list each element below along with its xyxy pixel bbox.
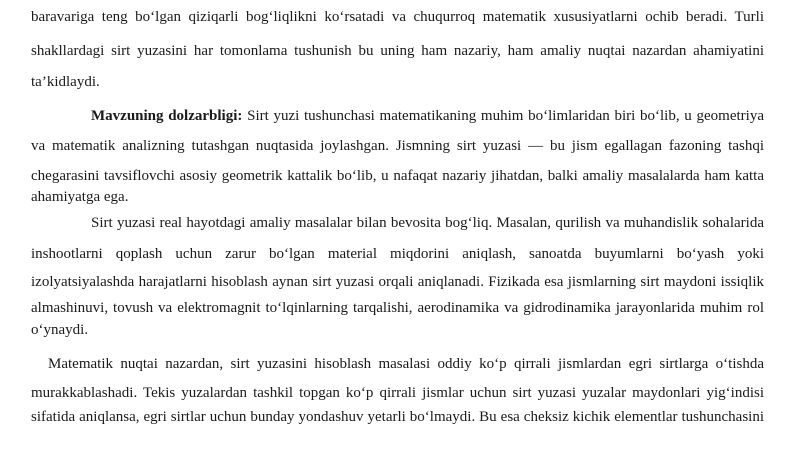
paragraph-line: ahamiyatga ega. bbox=[31, 189, 129, 205]
paragraph-line: murakkablashadi. Tekis yuzalardan tashkil topgan ko‘p qirrali jismlar uchun sirt yuzasi yuzalar maydonlari yig‘indisi bbox=[31, 385, 764, 401]
paragraph-line: almashinuvi, tovush va elektromagnit to‘lqinlarning tarqalishi, aerodinamika va gidrodinamika jarayonlarida muhim rol bbox=[31, 300, 764, 316]
paragraph-line: chegarasini tavsiflovchi asosiy geometrik kattalik bo‘lib, u nafaqat nazariy jihatdan, balki amaliy masalalarda ham katta bbox=[31, 168, 764, 184]
paragraph-line: shakllardagi sirt yuzasini har tomonlama tushunish bu uning ham nazariy, ham amaliy nuqtai nazardan ahamiyatini bbox=[31, 43, 764, 59]
paragraph-line: ta’kidlaydi. bbox=[31, 74, 100, 90]
paragraph-line: Matematik nuqtai nazardan, sirt yuzasini hisoblash masalasi oddiy ko‘p qirrali jismlardan egri sirtlarga o‘tishda bbox=[48, 356, 764, 372]
paragraph-line: o‘ynaydi. bbox=[31, 322, 89, 338]
paragraph-line: Sirt yuzasi real hayotdagi amaliy masalalar bilan bevosita bog‘liq. Masalan, qurilish va muhandislik sohalarida bbox=[91, 215, 764, 231]
section-heading: Mavzuning dolzarbligi: bbox=[91, 108, 243, 124]
paragraph-line: sifatida aniqlansa, egri sirtlar uchun bunday yondashuv yetarli bo‘lmaydi. Bu esa cheksiz kichik elementlar tushunchasini bbox=[31, 409, 764, 425]
section-heading-line bbox=[91, 105, 764, 127]
paragraph-line: izolyatsiyalashda harajatlarni hisoblash aynan sirt yuzasi orqali aniqlanadi. Fizikada esa jismlarning sirt maydoni issiqlik bbox=[31, 274, 764, 290]
paragraph-line: inshootlarni qoplash uchun zarur bo‘lgan material miqdorini aniqlash, sanoatda buyumlarni bo‘yash yoki bbox=[31, 246, 764, 262]
paragraph-line: baravariga teng bo‘lgan qiziqarli bog‘liqlikni ko‘rsatadi va chuqurroq matematik xususiyatlarni ochib beradi. Turli bbox=[31, 9, 764, 25]
section-heading-text: Sirt yuzi tushunchasi matematikaning muhim bo‘limlaridan biri bo‘lib, u geometriya bbox=[242, 108, 764, 124]
paragraph-line: va matematik analizning tutashgan nuqtasida joylashgan. Jismning sirt yuzasi — bu jism egallagan fazoning tashqi bbox=[31, 138, 764, 154]
